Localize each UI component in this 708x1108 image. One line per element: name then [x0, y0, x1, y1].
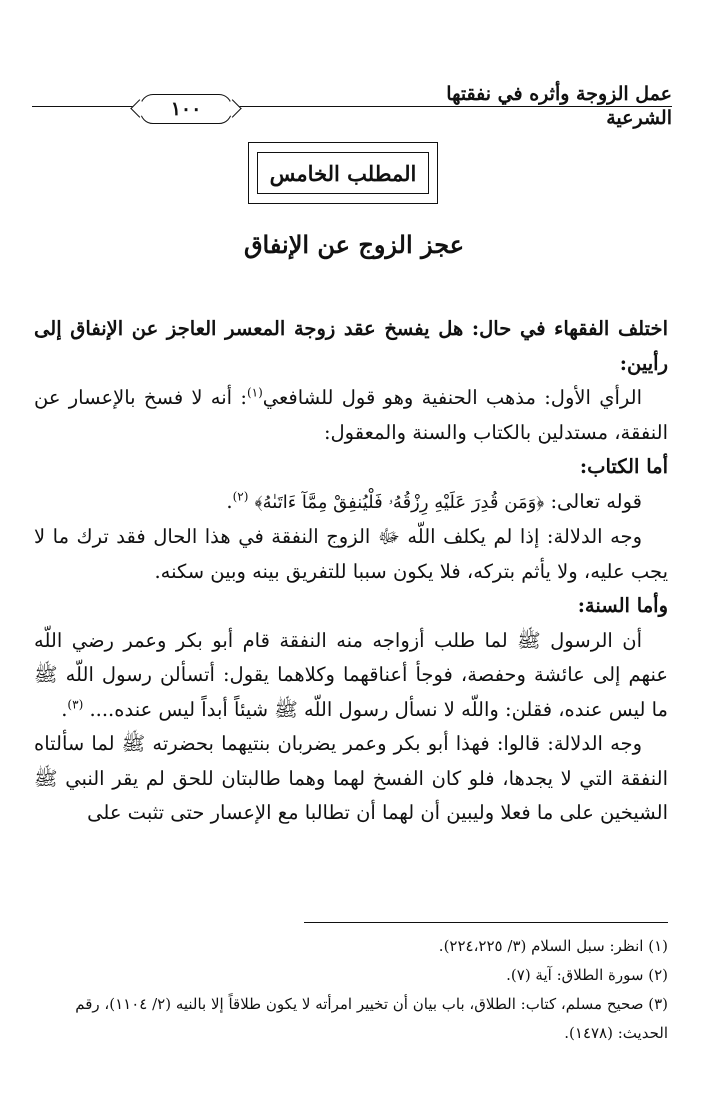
footnote-ref-2: (٢): [232, 489, 249, 503]
book-heading: أما الكتاب:: [579, 455, 668, 478]
opinion-1-paragraph: [34, 381, 668, 450]
sunna-heading: وأما السنة:: [577, 594, 668, 617]
verse-intro: قوله تعالى:: [544, 489, 642, 513]
dalala-2-paragraph: وجه الدلالة: قالوا: فهذا أبو بكر وعمر يضربان بنتيهما بحضرته ﷺ لما سألتاه النفقة التي لا يجدها، فلو كان الفسخ لهما وهما طالبتان للحق لم يقر النبي ﷺ الشيخين على ما فعلا وليبين أن لهما أن تطالبا مع الإعسار حتى تثبت على: [34, 732, 668, 824]
footnote-3: (٣) صحيح مسلم، كتاب: الطلاق، باب بيان أن تخيير امرأته لا يكون طلاقاً إلا بالنيه (٢/ ١١٠٤)، رقم الحديث: (١٤٧٨).: [75, 995, 668, 1042]
body-text: [34, 312, 668, 831]
footnote-ref-1: (١): [246, 385, 263, 400]
running-title: عمل الزوجة وأثره في نفقتها الشرعية: [446, 83, 672, 129]
hadith-paragraph: [34, 624, 668, 728]
dalala-1-paragraph: وجه الدلالة: إذا لم يكلف اللّه ﷻ الزوج النفقة في هذا الحال فقد ترك ما لا يجب عليه، ولا يأثم بتركه، فلا يكون سببا للتفريق بينه وبين سكنه.: [34, 525, 668, 583]
opinion-1-end: : أنه لا فسخ بالإعسار عن النفقة، مستدلين بالكتاب والسنة والمعقول:: [34, 386, 668, 444]
chapter-title: عجز الزوج عن الإنفاق: [243, 230, 465, 259]
intro-line-2: رأيين:: [619, 351, 668, 375]
quran-verse: ﴿وَمَن قُدِرَ عَلَيْهِ رِزْقُهُۥ فَلْيُنفِقْ مِمَّآ ءَاتَىٰهُ﴾: [254, 491, 545, 513]
footnote-ref-3: (٣): [67, 697, 84, 711]
verse-paragraph: [34, 485, 668, 521]
hadith-end: .: [61, 697, 68, 721]
hadith-text: أن الرسول ﷺ لما طلب أزواجه منه النفقة قام أبو بكر وعمر رضي اللّه عنهم إلى عائشة وحفصة، فوجأ أعناقهما وكلاهما يقول: أتسألن رسول اللّه ﷺ ما ليس عنده، فقلن: واللّه لا نسأل رسول اللّه ﷺ شيئاً أبداً ليس عنده....: [34, 628, 668, 721]
footnotes: [34, 932, 668, 1048]
footnote-1: (١) انظر: سبل السلام (٣/ ٢٢٤،٢٢٥).: [438, 937, 668, 955]
footnote-rule: [304, 922, 668, 923]
intro-paragraph: [34, 312, 668, 381]
page-number: ١٠٠: [140, 94, 232, 124]
section-label: المطلب الخامس: [257, 152, 429, 194]
header-rule: [32, 106, 672, 107]
footnote-2: (٢) سورة الطلاق: آية (٧).: [506, 966, 668, 984]
opinion-1-start: الرأي الأول: مذهب الحنفية وهو قول للشافعي: [262, 386, 642, 409]
intro-line-1: اختلف الفقهاء في حال: هل يفسخ عقد زوجة المعسر العاجز عن الإنفاق إلى: [34, 317, 668, 340]
verse-end: .: [226, 489, 233, 513]
